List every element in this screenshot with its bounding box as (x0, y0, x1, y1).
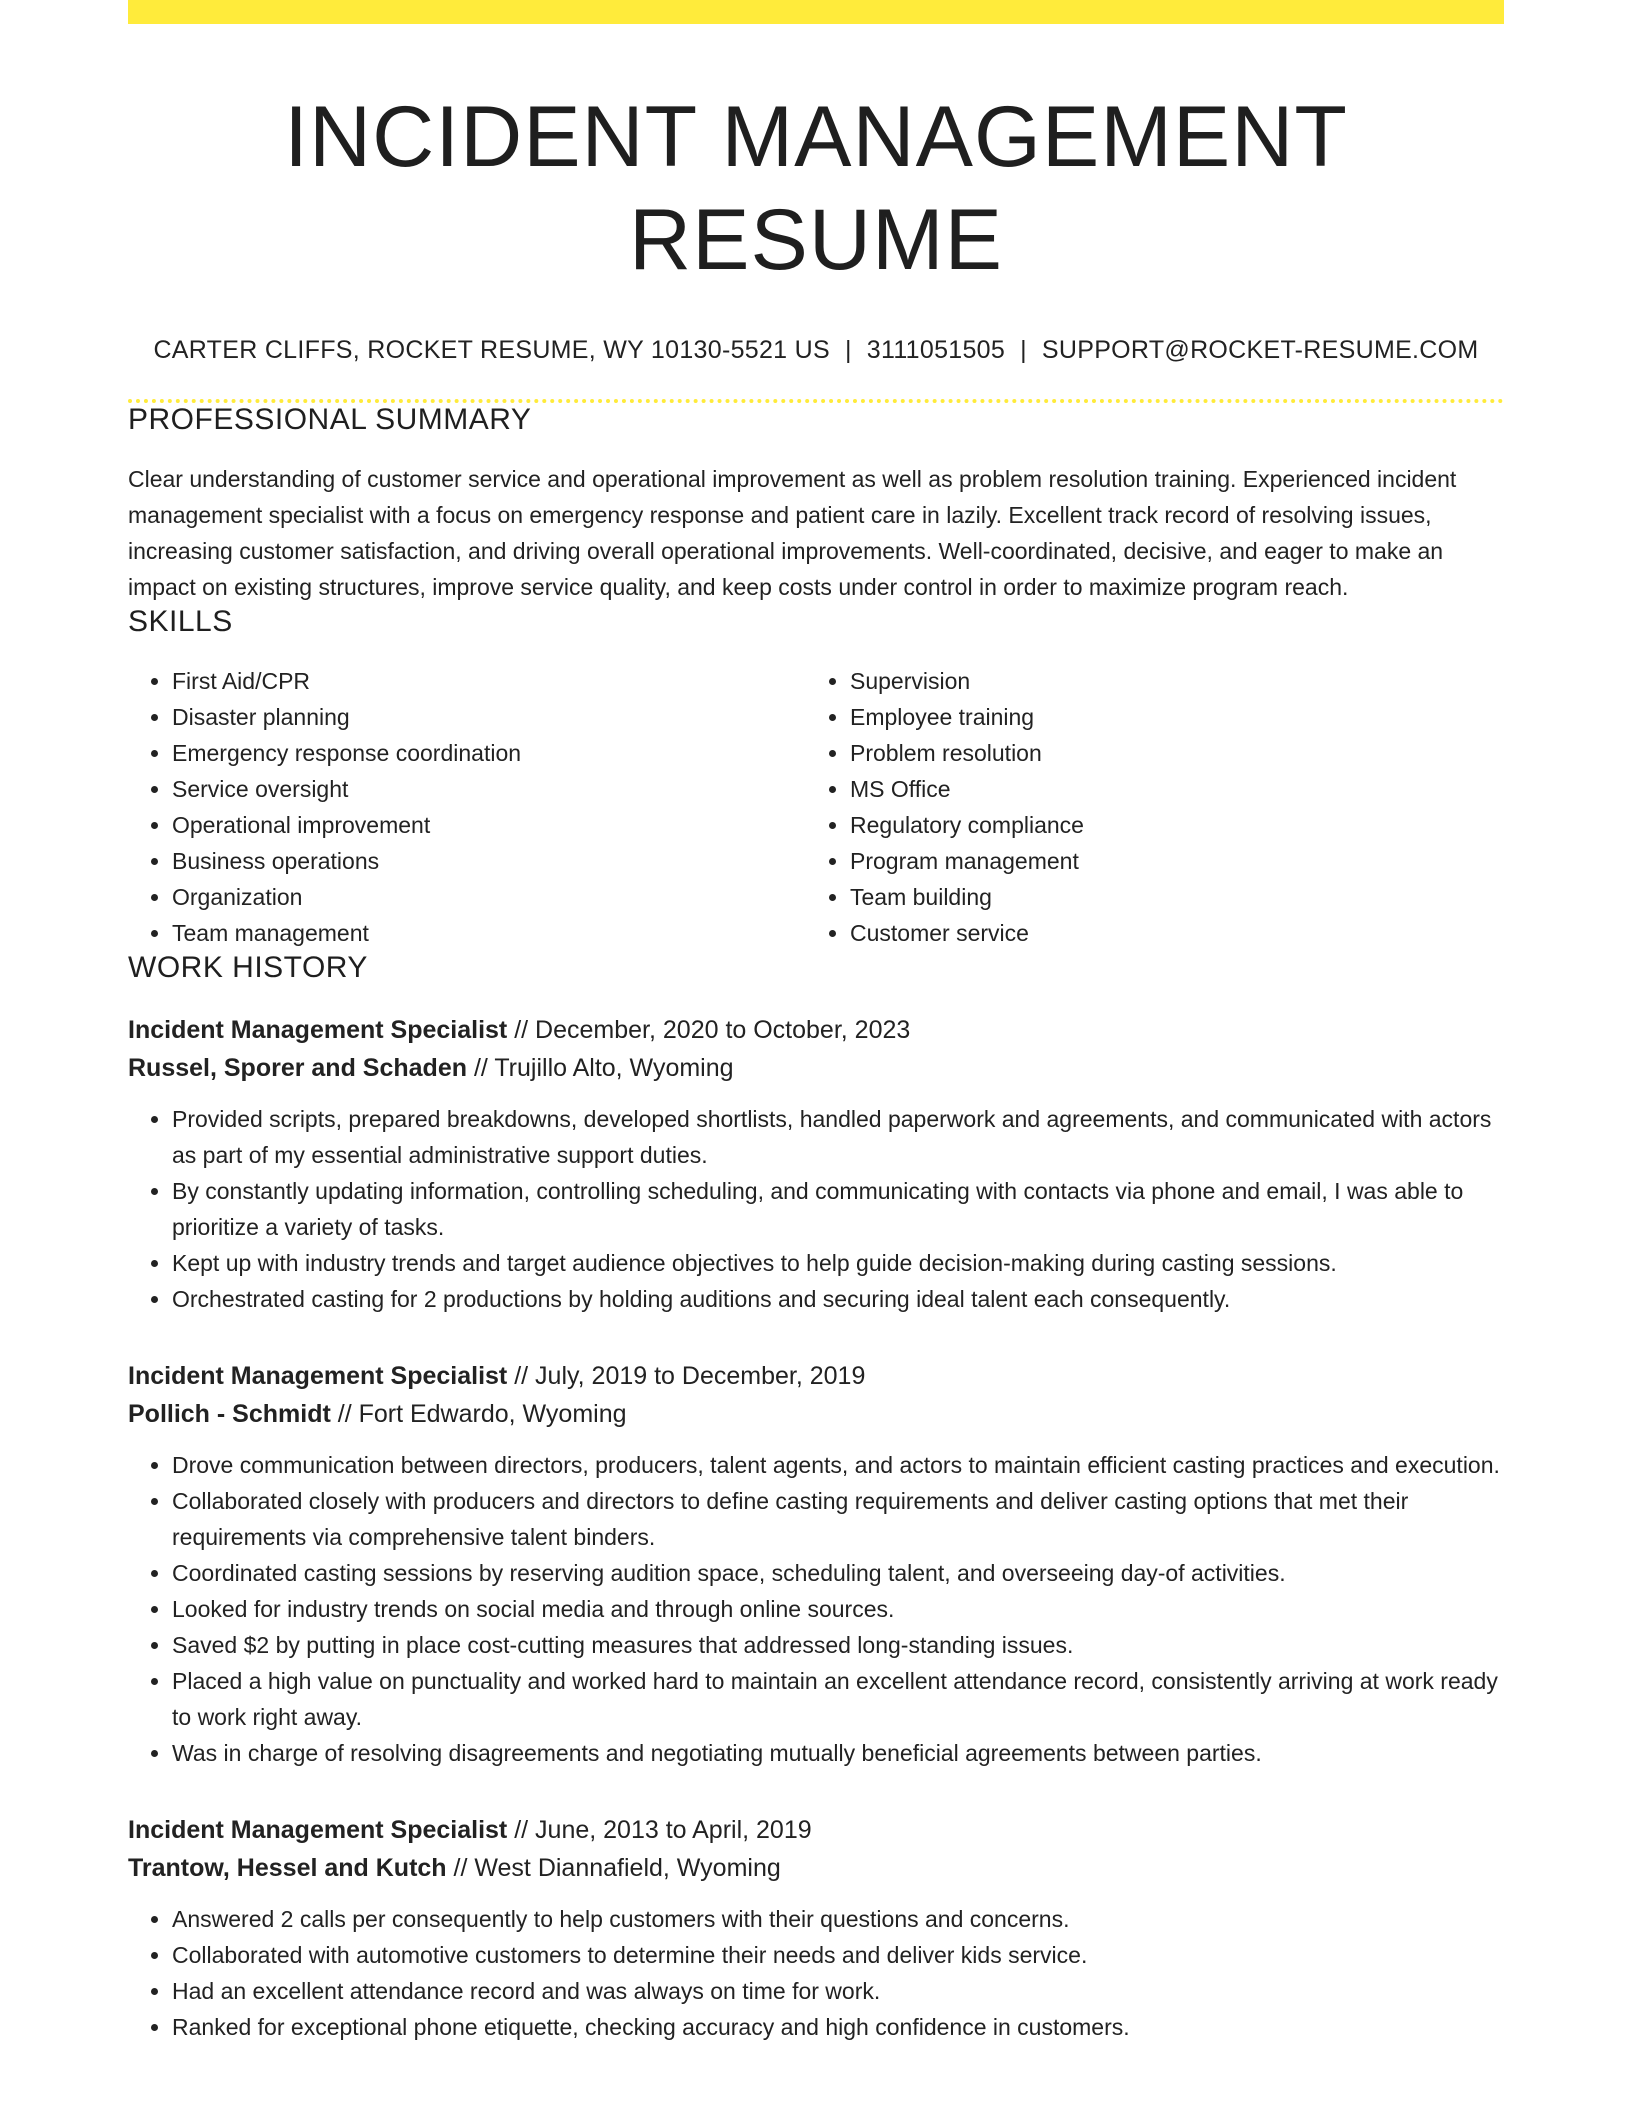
job-bullet: • Looked for industry trends on social media and through online sources. (172, 1591, 1504, 1627)
skill-item: • Employee training (850, 699, 1504, 735)
skills-list (128, 663, 1504, 951)
skills-heading: SKILLS (128, 605, 233, 639)
job-dates: // December, 2020 to October, 2023 (507, 1016, 911, 1045)
job-bullet: • By constantly updating information, controlling scheduling, and communicating with contacts via phone and email, I was able to prioritize a variety of tasks. (172, 1173, 1504, 1245)
job-company: Pollich - Schmidt (128, 1400, 331, 1429)
job-bullets (128, 1901, 1504, 2045)
job-bullet: • Was in charge of resolving disagreements and negotiating mutually beneficial agreements between parties. (172, 1735, 1504, 1771)
job-location: // West Diannafield, Wyoming (446, 1854, 781, 1883)
skill-item: • Service oversight (172, 771, 806, 807)
summary-heading: PROFESSIONAL SUMMARY (128, 403, 532, 437)
job-title: Incident Management Specialist (128, 1016, 508, 1045)
skill-item: • Problem resolution (850, 735, 1504, 771)
skill-item: • Program management (850, 843, 1504, 879)
job-bullet: • Had an excellent attendance record and was always on time for work. (172, 1973, 1504, 2009)
skill-item: • Business operations (172, 843, 806, 879)
skill-item: • Operational improvement (172, 807, 806, 843)
job-title: Incident Management Specialist (128, 1362, 508, 1391)
skill-item: • MS Office (850, 771, 1504, 807)
job-entry (128, 1357, 1504, 1771)
resume-title: INCIDENT MANAGEMENT RESUME (284, 89, 1348, 289)
skill-item: • Customer service (850, 915, 1504, 951)
skill-item: • Team building (850, 879, 1504, 915)
job-bullet: • Orchestrated casting for 2 productions by holding auditions and securing ideal talent each consequently. (172, 1281, 1504, 1317)
job-company-line (128, 1395, 1504, 1433)
skill-item: • Organization (172, 879, 806, 915)
skill-item: • Regulatory compliance (850, 807, 1504, 843)
skill-item: • First Aid/CPR (172, 663, 806, 699)
contact-address: CARTER CLIFFS, ROCKET RESUME, WY 10130-5521 US (153, 336, 830, 365)
job-bullet: • Placed a high value on punctuality and worked hard to maintain an excellent attendance record, consistently arriving at work ready to work right away. (172, 1663, 1504, 1735)
skills-column-left (128, 663, 806, 951)
work-history-heading: WORK HISTORY (128, 951, 368, 985)
job-location: // Fort Edwardo, Wyoming (330, 1400, 627, 1429)
contact-separator: | (1020, 336, 1027, 365)
job-company-line (128, 1049, 1504, 1087)
contact-phone: 3111051505 (866, 336, 1006, 365)
skill-item: • Supervision (850, 663, 1504, 699)
job-dates: // July, 2019 to December, 2019 (507, 1362, 866, 1391)
job-bullets (128, 1101, 1504, 1317)
skill-item: • Team management (172, 915, 806, 951)
contact-separator: | (844, 336, 852, 365)
job-bullet: • Drove communication between directors, producers, talent agents, and actors to maintain efficient casting practices and execution. (172, 1447, 1504, 1483)
job-company: Russel, Sporer and Schaden (128, 1054, 467, 1083)
job-entry (128, 1811, 1504, 2045)
job-dates: // June, 2013 to April, 2019 (507, 1816, 812, 1845)
job-title: Incident Management Specialist (128, 1816, 508, 1845)
skills-column-right (806, 663, 1504, 951)
job-bullet: • Kept up with industry trends and target audience objectives to help guide decision-making during casting sessions. (172, 1245, 1504, 1281)
job-bullet: • Collaborated closely with producers and directors to define casting requirements and deliver casting options that met their requirements via comprehensive talent binders. (172, 1483, 1504, 1555)
job-company: Trantow, Hessel and Kutch (128, 1854, 447, 1883)
accent-bar (128, 0, 1504, 24)
job-bullet: • Provided scripts, prepared breakdowns, developed shortlists, handled paperwork and agreements, and communicated with actors as part of my essential administrative support duties. (172, 1101, 1504, 1173)
contact-line (128, 336, 1504, 365)
contact-email: SUPPORT@ROCKET-RESUME.COM (1041, 336, 1479, 365)
job-bullet: • Coordinated casting sessions by reserving audition space, scheduling talent, and overseeing day-of activities. (172, 1555, 1504, 1591)
job-entry (128, 1011, 1504, 1317)
job-title-line (128, 1011, 1504, 1049)
summary-text: Clear understanding of customer service and operational improvement as well as problem resolution training. Experienced incident management specialist with a focus on emergency response and patient care in lazily. Excellent track record of resolving issues, increasing customer satisfaction, and driving overall operational improvements. Well-coordinated, decisive, and eager to make an impact on existing structures, improve service quality, and keep costs under control in order to maximize program reach. (128, 466, 1457, 601)
job-company-line (128, 1849, 1504, 1887)
job-bullets (128, 1447, 1504, 1771)
job-bullet: • Collaborated with automotive customers to determine their needs and deliver kids service. (172, 1937, 1504, 1973)
job-title-line (128, 1357, 1504, 1395)
job-title-line (128, 1811, 1504, 1849)
resume-content (128, 0, 1504, 2045)
job-location: // Trujillo Alto, Wyoming (467, 1054, 734, 1083)
job-bullet: • Ranked for exceptional phone etiquette, checking accuracy and high confidence in customers. (172, 2009, 1504, 2045)
job-bullet: • Answered 2 calls per consequently to help customers with their questions and concerns. (172, 1901, 1504, 1937)
skill-item: • Emergency response coordination (172, 735, 806, 771)
skill-item: • Disaster planning (172, 699, 806, 735)
job-bullet: • Saved $2 by putting in place cost-cutting measures that addressed long-standing issues. (172, 1627, 1504, 1663)
